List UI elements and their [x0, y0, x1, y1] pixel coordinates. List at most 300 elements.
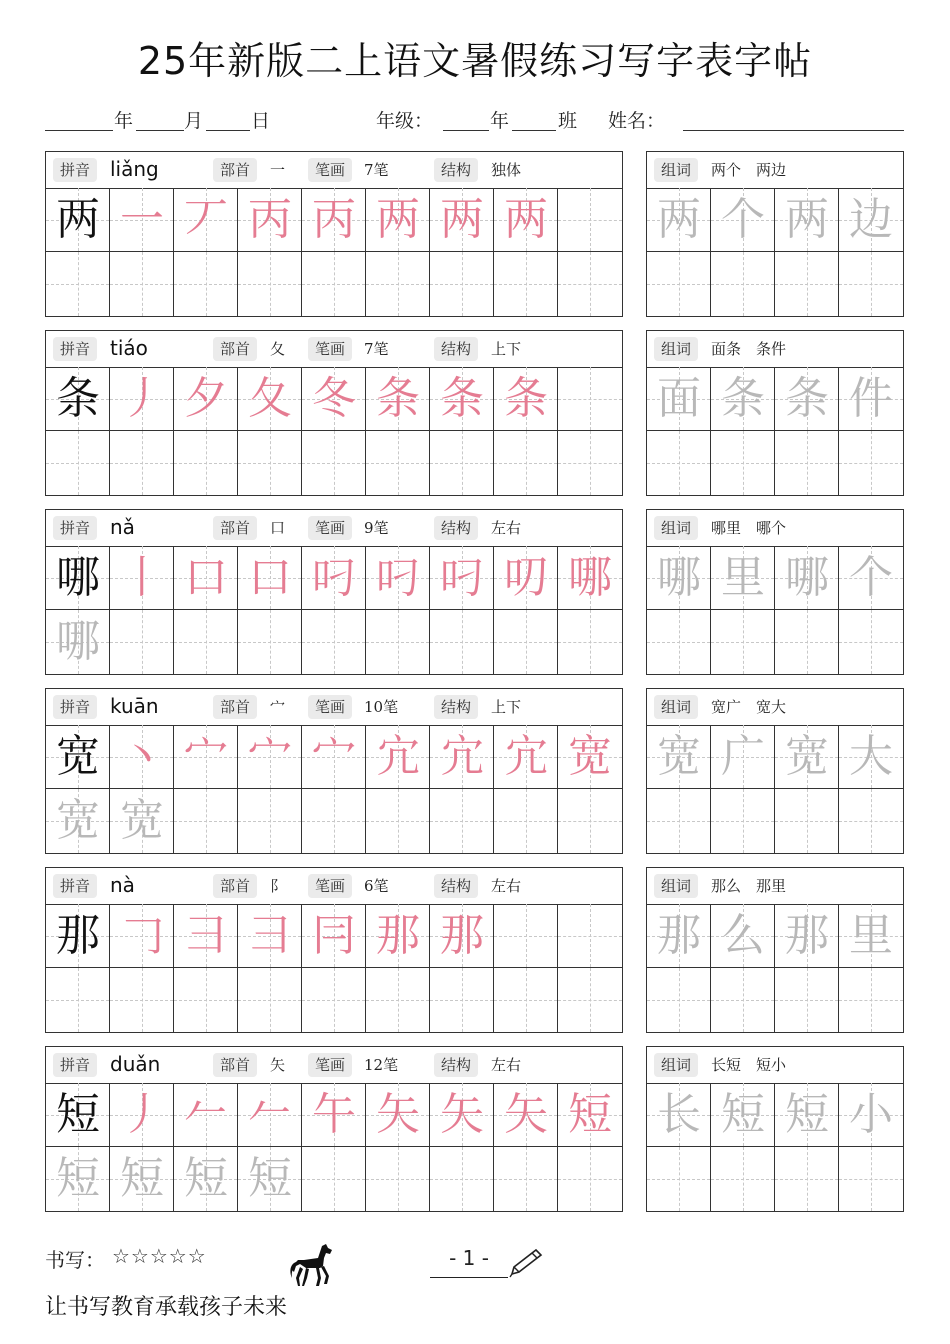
grid-cell[interactable] — [46, 789, 110, 853]
words-grid — [647, 367, 903, 495]
grid-cell[interactable] — [46, 188, 110, 252]
grid-cell[interactable] — [238, 968, 302, 1032]
stroke-order-step: 短 — [568, 1089, 612, 1140]
grid-cell[interactable] — [558, 188, 622, 252]
grade-label: 年级： — [376, 110, 434, 132]
grid-cell[interactable] — [110, 1083, 174, 1147]
grid-cell[interactable] — [366, 968, 430, 1032]
grid-cell[interactable] — [174, 546, 238, 610]
word-grid-cell[interactable] — [711, 968, 775, 1032]
grid-cell[interactable] — [302, 546, 366, 610]
words-value: 两个 两边 — [711, 161, 787, 179]
grid-cell[interactable] — [302, 1147, 366, 1211]
stroke-order-step: 口 — [184, 552, 228, 603]
char-block-5 — [45, 1046, 623, 1212]
word-grid-cell[interactable] — [839, 789, 903, 853]
grid-cell[interactable] — [302, 610, 366, 674]
radical-tag: 部首 — [213, 337, 257, 361]
writing-grid — [46, 904, 622, 1032]
words-value: 长短 短小 — [711, 1056, 787, 1074]
strokes-tag: 笔画 — [308, 1053, 352, 1077]
word-grid-cell[interactable] — [775, 431, 839, 495]
stroke-order-step: 宂 — [440, 731, 484, 782]
stroke-order-step: 丙 — [248, 194, 292, 245]
grid-cell[interactable] — [494, 546, 558, 610]
word-grid-cell[interactable] — [711, 188, 775, 252]
stroke-order-step: 两 — [440, 194, 484, 245]
stroke-order-step: 那 — [440, 910, 484, 961]
grid-cell[interactable] — [366, 367, 430, 431]
words-value: 哪里 哪个 — [711, 519, 787, 537]
grid-cell[interactable] — [46, 610, 110, 674]
stroke-order-step: 夂 — [248, 373, 292, 424]
words-value: 宽广 宽大 — [711, 698, 787, 716]
char-block-4 — [45, 867, 623, 1033]
word-grid-cell[interactable] — [711, 610, 775, 674]
grid-cell[interactable] — [494, 789, 558, 853]
grid-cell[interactable] — [558, 431, 622, 495]
grid-cell[interactable] — [430, 546, 494, 610]
grid-cell[interactable] — [494, 610, 558, 674]
grid-cell[interactable] — [238, 1147, 302, 1211]
stroke-order-step: 𠃌 — [120, 910, 164, 961]
grid-cell[interactable] — [110, 252, 174, 316]
grid-cell[interactable] — [494, 431, 558, 495]
grid-cell[interactable] — [238, 610, 302, 674]
grid-cell[interactable] — [238, 367, 302, 431]
word-trace-character: 件 — [849, 373, 893, 424]
word-grid-cell[interactable] — [775, 725, 839, 789]
words-value: 那么 那里 — [711, 877, 787, 895]
radical-tag: 部首 — [213, 158, 257, 182]
trace-character: 宽 — [56, 795, 100, 846]
grid-cell[interactable] — [366, 904, 430, 968]
grid-cell[interactable] — [238, 431, 302, 495]
grade-year-label: 年 — [490, 110, 510, 132]
grid-cell[interactable] — [238, 546, 302, 610]
grid-cell[interactable] — [174, 904, 238, 968]
grid-cell[interactable] — [46, 1083, 110, 1147]
structure-tag: 结构 — [434, 516, 478, 540]
grid-cell[interactable] — [174, 1083, 238, 1147]
pinyin-value: kuān — [110, 694, 159, 718]
grid-cell[interactable] — [46, 904, 110, 968]
char-block-1 — [45, 330, 623, 496]
grid-cell[interactable] — [302, 188, 366, 252]
grid-cell[interactable] — [238, 188, 302, 252]
stroke-order-step: 夕 — [184, 373, 228, 424]
grid-cell[interactable] — [238, 789, 302, 853]
word-grid-cell[interactable] — [775, 610, 839, 674]
word-grid-cell[interactable] — [647, 725, 711, 789]
word-grid-cell[interactable] — [647, 904, 711, 968]
word-grid-cell[interactable] — [839, 431, 903, 495]
word-grid-cell[interactable] — [775, 1147, 839, 1211]
grid-cell[interactable] — [238, 252, 302, 316]
grid-cell[interactable] — [558, 725, 622, 789]
word-trace-character: 个 — [849, 552, 893, 603]
grid-cell[interactable] — [430, 1083, 494, 1147]
writing-grid — [46, 367, 622, 495]
grid-cell[interactable] — [238, 904, 302, 968]
grid-cell[interactable] — [366, 789, 430, 853]
grid-cell[interactable] — [366, 252, 430, 316]
grid-cell[interactable] — [366, 188, 430, 252]
stroke-order-step: 口 — [248, 552, 292, 603]
writing-grid — [46, 546, 622, 674]
strokes-value: 9笔 — [364, 519, 389, 537]
grid-cell[interactable] — [174, 968, 238, 1032]
grid-cell[interactable] — [430, 789, 494, 853]
words-grid — [647, 188, 903, 316]
grid-cell[interactable] — [558, 904, 622, 968]
words-block-4 — [646, 867, 904, 1033]
word-grid-cell[interactable] — [711, 367, 775, 431]
word-grid-cell[interactable] — [711, 546, 775, 610]
grid-cell[interactable] — [302, 367, 366, 431]
model-character: 条 — [56, 373, 100, 424]
word-grid-cell[interactable] — [711, 252, 775, 316]
stroke-order-step: 彐 — [184, 910, 228, 961]
word-trace-character: 宽 — [657, 731, 701, 782]
grid-cell[interactable] — [110, 789, 174, 853]
grid-cell[interactable] — [46, 546, 110, 610]
stroke-order-step: 条 — [440, 373, 484, 424]
word-trace-character: 小 — [849, 1089, 893, 1140]
structure-tag: 结构 — [434, 874, 478, 898]
stroke-order-step: 条 — [376, 373, 420, 424]
student-info-line — [0, 106, 950, 136]
word-grid-cell[interactable] — [647, 968, 711, 1032]
grid-cell[interactable] — [110, 1147, 174, 1211]
word-grid-cell[interactable] — [839, 252, 903, 316]
grid-cell[interactable] — [366, 725, 430, 789]
grid-cell[interactable] — [430, 188, 494, 252]
structure-tag: 结构 — [434, 158, 478, 182]
grid-cell[interactable] — [366, 431, 430, 495]
words-grid — [647, 904, 903, 1032]
word-grid-cell[interactable] — [647, 252, 711, 316]
word-grid-cell[interactable] — [775, 252, 839, 316]
strokes-value: 7笔 — [364, 340, 389, 358]
grid-cell[interactable] — [430, 1147, 494, 1211]
trace-character: 短 — [248, 1153, 292, 1204]
word-grid-cell[interactable] — [839, 610, 903, 674]
words-value: 面条 条件 — [711, 340, 787, 358]
word-trace-character: 大 — [849, 731, 893, 782]
writing-grid — [46, 725, 622, 853]
words-header — [647, 331, 903, 368]
stroke-order-step: 那 — [376, 910, 420, 961]
word-grid-cell[interactable] — [839, 725, 903, 789]
radical-value: 矢 — [270, 1056, 286, 1074]
word-grid-cell[interactable] — [647, 1147, 711, 1211]
stroke-order-step: 矢 — [440, 1089, 484, 1140]
grid-cell[interactable] — [174, 789, 238, 853]
grid-cell[interactable] — [366, 610, 430, 674]
grid-cell[interactable] — [174, 188, 238, 252]
grid-cell[interactable] — [46, 968, 110, 1032]
stroke-order-step: 条 — [504, 373, 548, 424]
grade-year-blank[interactable] — [443, 106, 489, 131]
word-grid-cell[interactable] — [775, 367, 839, 431]
word-trace-character: 那 — [657, 910, 701, 961]
word-grid-cell[interactable] — [711, 725, 775, 789]
word-grid-cell[interactable] — [775, 188, 839, 252]
structure-value: 独体 — [491, 161, 522, 179]
stroke-order-step: 叼 — [312, 552, 356, 603]
grid-cell[interactable] — [558, 789, 622, 853]
radical-tag: 部首 — [213, 1053, 257, 1077]
grid-cell[interactable] — [46, 1147, 110, 1211]
grid-cell[interactable] — [366, 1147, 430, 1211]
word-grid-cell[interactable] — [839, 1147, 903, 1211]
pinyin-value: tiáo — [110, 336, 148, 360]
trace-character: 短 — [56, 1153, 100, 1204]
model-character: 哪 — [56, 552, 100, 603]
stroke-order-step: 彐 — [248, 910, 292, 961]
grid-cell[interactable] — [494, 904, 558, 968]
grid-cell[interactable] — [110, 188, 174, 252]
slogan: 让书写教育承载孩子未来 — [45, 1295, 288, 1320]
stroke-order-step: 叨 — [504, 552, 548, 603]
word-grid-cell[interactable] — [775, 904, 839, 968]
stroke-order-step: 午 — [312, 1089, 356, 1140]
strokes-value: 10笔 — [364, 698, 399, 716]
pinyin-value: liǎng — [110, 157, 159, 181]
char-header — [46, 331, 622, 368]
word-grid-cell[interactable] — [775, 789, 839, 853]
grid-cell[interactable] — [494, 188, 558, 252]
grid-cell[interactable] — [174, 725, 238, 789]
name-blank[interactable] — [683, 106, 904, 131]
stroke-order-step: 叼 — [440, 552, 484, 603]
words-block-3 — [646, 688, 904, 854]
char-header — [46, 152, 622, 189]
grid-cell[interactable] — [558, 968, 622, 1032]
word-grid-cell[interactable] — [647, 610, 711, 674]
word-trace-character: 两 — [785, 194, 829, 245]
stroke-order-step: 冬 — [312, 373, 356, 424]
word-grid-cell[interactable] — [711, 904, 775, 968]
grid-cell[interactable] — [494, 1083, 558, 1147]
stroke-order-step: 宀 — [248, 731, 292, 782]
char-block-3 — [45, 688, 623, 854]
word-grid-cell[interactable] — [647, 188, 711, 252]
model-character: 两 — [56, 194, 100, 245]
grid-cell[interactable] — [494, 968, 558, 1032]
grid-cell[interactable] — [494, 1147, 558, 1211]
grid-cell[interactable] — [430, 252, 494, 316]
words-header — [647, 510, 903, 547]
grid-cell[interactable] — [558, 367, 622, 431]
grid-cell[interactable] — [430, 610, 494, 674]
month-label: 月 — [184, 110, 204, 132]
grid-cell[interactable] — [110, 367, 174, 431]
stroke-order-step: 丿 — [120, 373, 164, 424]
words-tag: 组词 — [654, 158, 698, 182]
word-grid-cell[interactable] — [647, 431, 711, 495]
grid-cell[interactable] — [494, 725, 558, 789]
grid-cell[interactable] — [174, 367, 238, 431]
structure-value: 左右 — [491, 1056, 522, 1074]
grid-cell[interactable] — [430, 367, 494, 431]
class-blank[interactable] — [512, 106, 556, 131]
grid-cell[interactable] — [558, 252, 622, 316]
word-trace-character: 短 — [721, 1089, 765, 1140]
char-header — [46, 1047, 622, 1084]
word-grid-cell[interactable] — [711, 431, 775, 495]
grid-cell[interactable] — [302, 725, 366, 789]
grid-cell[interactable] — [430, 968, 494, 1032]
stroke-order-step: 宀 — [312, 731, 356, 782]
stroke-order-step: 宂 — [504, 731, 548, 782]
grid-cell[interactable] — [302, 789, 366, 853]
pinyin-tag: 拼音 — [53, 337, 97, 361]
words-tag: 组词 — [654, 874, 698, 898]
word-trace-character: 哪 — [657, 552, 701, 603]
radical-tag: 部首 — [213, 516, 257, 540]
word-trace-character: 那 — [785, 910, 829, 961]
grid-cell[interactable] — [302, 904, 366, 968]
grid-cell[interactable] — [110, 610, 174, 674]
radical-value: 口 — [270, 519, 286, 537]
grid-cell[interactable] — [46, 367, 110, 431]
grid-cell[interactable] — [366, 1083, 430, 1147]
word-grid-cell[interactable] — [839, 904, 903, 968]
grid-cell[interactable] — [302, 431, 366, 495]
grid-cell[interactable] — [110, 968, 174, 1032]
year-label: 年 — [114, 110, 134, 132]
stroke-order-step: 丶 — [120, 731, 164, 782]
grid-cell[interactable] — [430, 725, 494, 789]
grid-cell[interactable] — [174, 1147, 238, 1211]
grid-cell[interactable] — [302, 252, 366, 316]
word-trace-character: 么 — [721, 910, 765, 961]
words-block-0 — [646, 151, 904, 317]
words-block-5 — [646, 1046, 904, 1212]
word-grid-cell[interactable] — [775, 968, 839, 1032]
strokes-tag: 笔画 — [308, 516, 352, 540]
grid-cell[interactable] — [174, 252, 238, 316]
structure-value: 上下 — [491, 698, 522, 716]
grid-cell[interactable] — [430, 904, 494, 968]
page-title: 25年新版二上语文暑假练习写字表字帖 — [137, 39, 813, 83]
word-grid-cell[interactable] — [839, 367, 903, 431]
word-trace-character: 面 — [657, 373, 701, 424]
pinyin-value: nǎ — [110, 515, 135, 539]
structure-tag: 结构 — [434, 337, 478, 361]
grid-cell[interactable] — [174, 610, 238, 674]
word-trace-character: 两 — [657, 194, 701, 245]
radical-tag: 部首 — [213, 695, 257, 719]
word-trace-character: 短 — [785, 1089, 829, 1140]
words-header — [647, 1047, 903, 1084]
word-grid-cell[interactable] — [839, 968, 903, 1032]
radical-value: 宀 — [270, 698, 286, 716]
word-grid-cell[interactable] — [839, 188, 903, 252]
word-grid-cell[interactable] — [647, 367, 711, 431]
grid-cell[interactable] — [366, 546, 430, 610]
words-tag: 组词 — [654, 1053, 698, 1077]
strokes-tag: 笔画 — [308, 337, 352, 361]
word-grid-cell[interactable] — [647, 789, 711, 853]
stroke-order-step: 宂 — [376, 731, 420, 782]
grid-cell[interactable] — [110, 904, 174, 968]
pencil-icon — [508, 1248, 544, 1278]
char-header — [46, 868, 622, 905]
stroke-order-step: 哪 — [568, 552, 612, 603]
word-grid-cell[interactable] — [711, 1083, 775, 1147]
words-tag: 组词 — [654, 516, 698, 540]
day-blank[interactable] — [206, 106, 250, 131]
grid-cell[interactable] — [494, 252, 558, 316]
word-grid-cell[interactable] — [775, 546, 839, 610]
radical-value: 夂 — [270, 340, 286, 358]
grid-cell[interactable] — [46, 725, 110, 789]
grid-cell[interactable] — [174, 431, 238, 495]
word-grid-cell[interactable] — [711, 789, 775, 853]
pinyin-tag: 拼音 — [53, 695, 97, 719]
word-trace-character: 边 — [849, 194, 893, 245]
grid-cell[interactable] — [110, 431, 174, 495]
word-grid-cell[interactable] — [647, 546, 711, 610]
month-blank[interactable] — [136, 106, 184, 131]
grid-cell[interactable] — [558, 1083, 622, 1147]
grid-cell[interactable] — [558, 1147, 622, 1211]
day-label: 日 — [251, 110, 271, 132]
structure-value: 左右 — [491, 877, 522, 895]
rating-stars[interactable]: ☆☆☆☆☆ — [112, 1244, 207, 1268]
grid-cell[interactable] — [46, 252, 110, 316]
word-grid-cell[interactable] — [839, 546, 903, 610]
grid-cell[interactable] — [430, 431, 494, 495]
stroke-order-step: 𠂉 — [184, 1089, 228, 1140]
pinyin-tag: 拼音 — [53, 874, 97, 898]
word-grid-cell[interactable] — [711, 1147, 775, 1211]
word-grid-cell[interactable] — [839, 1083, 903, 1147]
words-tag: 组词 — [654, 695, 698, 719]
word-trace-character: 条 — [721, 373, 765, 424]
strokes-value: 6笔 — [364, 877, 389, 895]
strokes-tag: 笔画 — [308, 874, 352, 898]
grid-cell[interactable] — [302, 968, 366, 1032]
trace-character: 哪 — [56, 616, 100, 667]
stroke-order-step: 两 — [376, 194, 420, 245]
year-blank[interactable] — [45, 106, 113, 131]
grid-cell[interactable] — [238, 1083, 302, 1147]
word-trace-character: 里 — [721, 552, 765, 603]
stroke-order-step: 两 — [504, 194, 548, 245]
word-grid-cell[interactable] — [775, 1083, 839, 1147]
grid-cell[interactable] — [558, 546, 622, 610]
words-header — [647, 868, 903, 905]
grid-cell[interactable] — [558, 610, 622, 674]
words-block-1 — [646, 330, 904, 496]
words-grid — [647, 546, 903, 674]
grid-cell[interactable] — [494, 367, 558, 431]
grid-cell[interactable] — [302, 1083, 366, 1147]
trace-character: 短 — [120, 1153, 164, 1204]
grid-cell[interactable] — [110, 546, 174, 610]
grid-cell[interactable] — [46, 431, 110, 495]
grid-cell[interactable] — [110, 725, 174, 789]
grid-cell[interactable] — [238, 725, 302, 789]
word-grid-cell[interactable] — [647, 1083, 711, 1147]
radical-value: 阝 — [270, 877, 286, 895]
words-tag: 组词 — [654, 337, 698, 361]
char-header — [46, 510, 622, 547]
